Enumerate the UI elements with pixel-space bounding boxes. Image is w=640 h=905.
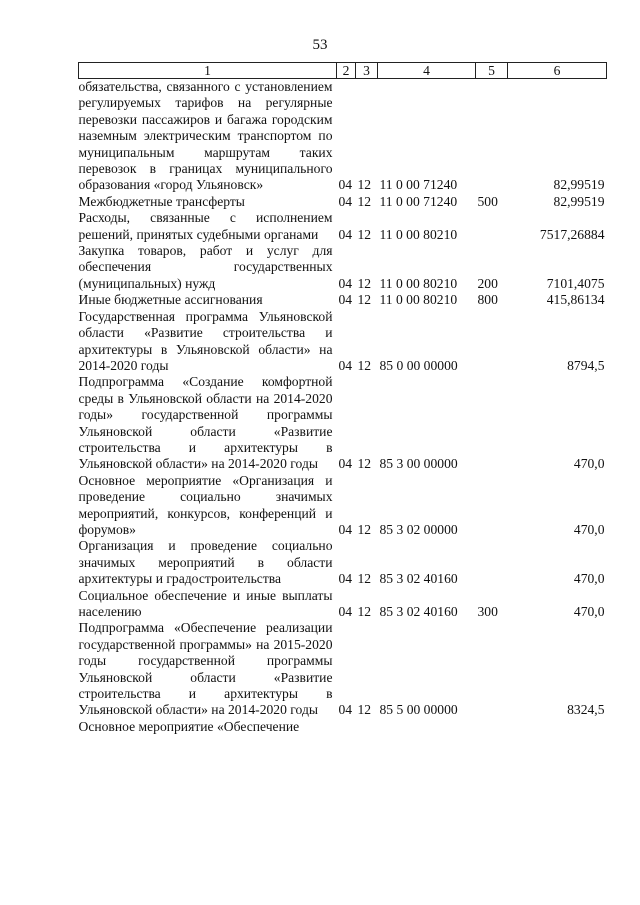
expense-type-code [476,309,508,375]
subsection-code: 12 [357,571,372,587]
item-name: Основное мероприятие «Организация и проведение социально значимых мероприятий, конкурсов, конференций и форумов» [78,472,333,537]
table-row [79,588,607,621]
expense-type-code [476,374,508,472]
section-code: 04 [338,357,353,373]
item-name: Межбюджетные трансферты [78,193,245,209]
amount-value: 7517,26884 [539,226,605,242]
amount-value: 415,86134 [546,292,605,308]
section-code: 04 [338,571,353,587]
section-code: 04 [338,177,353,193]
expense-type-code: 500 [477,193,498,209]
table-row [79,194,607,210]
section-code: 04 [338,604,353,619]
amount-value: 470,0 [573,604,605,619]
expense-type-code [476,210,508,243]
table-row [79,620,607,718]
target-article-code [378,719,476,735]
table-header [79,63,607,79]
subsection-code: 12 [357,521,372,537]
header-col-4: 4 [378,63,476,79]
table-row [79,473,607,539]
expense-type-code [476,620,508,718]
target-article-code: 11 0 00 71240 [379,177,458,193]
subsection-code: 12 [357,275,372,291]
subsection-code: 12 [357,193,372,209]
expense-type-code [476,719,508,735]
target-article-code: 85 0 00 00000 [379,357,458,373]
table-row [79,374,607,472]
table-row [79,719,607,735]
target-article-code: 85 3 02 00000 [379,521,458,537]
target-article-code: 11 0 00 80210 [379,275,458,291]
page-number: 53 [312,37,328,53]
subsection-code: 12 [357,357,372,373]
subsection-code: 12 [357,604,372,619]
amount-value: 7101,4075 [546,275,605,291]
section-code: 04 [338,193,353,209]
item-name: Иные бюджетные ассигнования [78,292,263,308]
target-article-code: 11 0 00 71240 [379,193,458,209]
target-article-code: 85 3 00 00000 [379,456,458,472]
table-row [79,243,607,292]
amount-value: 470,0 [573,456,605,472]
expense-type-code: 300 [477,604,498,619]
table-row [79,210,607,243]
expense-type-code [476,538,508,587]
header-col-6: 6 [508,63,607,79]
section-code: 04 [338,292,353,308]
table-row [79,309,607,375]
section-code: 04 [338,226,353,242]
subsection-code: 12 [357,292,372,308]
subsection-code: 12 [357,456,372,472]
expense-type-code [476,79,508,194]
table-row [79,79,607,194]
amount-value: 8324,5 [567,702,605,718]
item-name: Основное мероприятие «Обеспечение [78,718,300,734]
table-row [79,538,607,587]
section-code: 04 [338,702,353,718]
item-name: обязательства, связанного с установлением регулируемых тарифов на регулярные перевозки пассажиров и багажа городским наземным электрическим транспортом по муниципальным маршрутам таких перевозок в границах муниципального образования «город Ульяновск» [78,79,333,193]
section-code: 04 [338,456,353,472]
item-name: Закупка товаров, работ и услуг для обеспечения государственных (муниципальных) нужд [78,243,333,291]
target-article-code: 11 0 00 80210 [379,292,458,308]
header-col-5: 5 [476,63,508,79]
amount-value: 8794,5 [567,357,605,373]
header-row [79,63,607,79]
subsection-code: 12 [357,226,372,242]
item-name: Социальное обеспечение и иные выплаты населению [78,587,333,619]
table-body [79,79,607,736]
amount-value: 82,99519 [553,177,605,193]
item-name: Организация и проведение социально значимых мероприятий в области архитектуры и градостроительства [78,538,333,587]
subsection-code [356,719,378,735]
table-row [79,292,607,308]
item-name: Государственная программа Ульяновской области «Развитие строительства и архитектуры в Ульяновской области» на 2014-2020 годы [78,308,333,373]
amount-value: 470,0 [573,521,605,537]
subsection-code: 12 [357,177,372,193]
amount-value: 82,99519 [553,193,605,209]
item-name: Подпрограмма «Создание комфортной среды в Ульяновской области на 2014-2020 годы» государственной программы Ульяновской области «Развитие строительства и архитектуры в Ульяновской области» на 2014-2020 годы [78,374,333,472]
target-article-code: 85 5 00 00000 [379,702,458,718]
item-name: Расходы, связанные с исполнением решений, принятых судебными органами [78,210,333,242]
item-name: Подпрограмма «Обеспечение реализации государственной программы» на 2015-2020 годы государственной программы Ульяновской области «Развитие строительства и архитектуры в Ульяновской области» на 2014-2020 годы [78,620,333,718]
header-col-3: 3 [356,63,378,79]
subsection-code: 12 [357,702,372,718]
amount-value [508,719,607,735]
section-code [337,719,356,735]
target-article-code: 85 3 02 40160 [379,571,458,587]
target-article-code: 11 0 00 80210 [379,226,458,242]
header-col-1: 1 [79,63,337,79]
expense-type-code: 800 [477,292,498,308]
target-article-code: 85 3 02 40160 [379,604,458,619]
header-col-2: 2 [337,63,356,79]
section-code: 04 [338,521,353,537]
expense-type-code [476,473,508,539]
budget-table [78,62,607,735]
amount-value: 470,0 [573,571,605,587]
expense-type-code: 200 [477,275,498,291]
section-code: 04 [338,275,353,291]
